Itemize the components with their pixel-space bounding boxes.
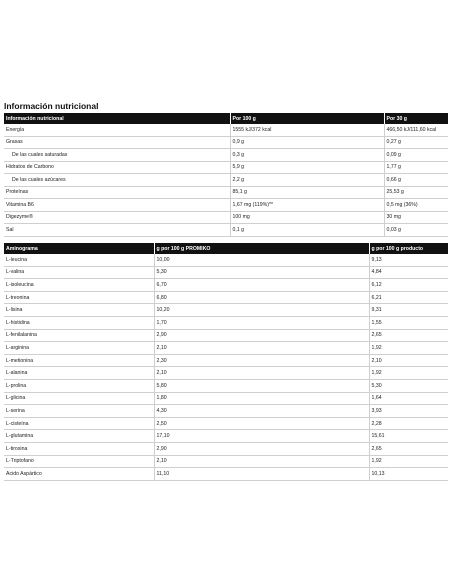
amino-acid-name: L-isoleucina [4, 279, 154, 292]
value-per-100g: 0,3 g [230, 149, 384, 162]
value-per-100g-product: 6,21 [369, 291, 448, 304]
value-per-100g: 0,9 g [230, 136, 384, 149]
nutrient-name: Hidratos de Carbono [4, 161, 230, 174]
nutrition-row [4, 161, 448, 174]
value-per-100g-product: 4,84 [369, 266, 448, 279]
value-per-100g: 0,1 g [230, 224, 384, 237]
value-per-100g-promiko: 2,50 [154, 417, 369, 430]
amino-acid-name: L-histidina [4, 316, 154, 329]
amino-acid-name: Acido Aspártico [4, 468, 154, 481]
value-per-100g-product: 5,30 [369, 379, 448, 392]
value-per-100g-product: 1,92 [369, 367, 448, 380]
aminogram-header-name: Aminograma [4, 243, 154, 254]
nutrient-name: Sal [4, 224, 230, 237]
value-per-100g-promiko: 2,90 [154, 442, 369, 455]
nutrition-row [4, 124, 448, 136]
value-per-100g-product: 2,28 [369, 417, 448, 430]
value-per-30g: 0,27 g [384, 136, 448, 149]
nutrition-row [4, 136, 448, 149]
value-per-100g: 2,2 g [230, 174, 384, 187]
nutrient-name: De las cuales saturadas [4, 149, 230, 162]
nutrition-header-row [4, 113, 448, 124]
value-per-100g: 1555 kJ/372 kcal [230, 124, 384, 136]
aminogram-header-product: g por 100 g producto [369, 243, 448, 254]
aminogram-row [4, 442, 448, 455]
value-per-100g-product: 1,92 [369, 342, 448, 355]
nutrition-row [4, 186, 448, 199]
value-per-100g-promiko: 1,70 [154, 316, 369, 329]
aminogram-row [4, 354, 448, 367]
amino-acid-name: L-prolina [4, 379, 154, 392]
value-per-100g-product: 2,65 [369, 329, 448, 342]
nutrient-name: Grasas [4, 136, 230, 149]
value-per-100g-product: 1,55 [369, 316, 448, 329]
aminogram-row [4, 367, 448, 380]
nutrient-name: Energía [4, 124, 230, 136]
value-per-100g-promiko: 1,80 [154, 392, 369, 405]
value-per-100g-promiko: 4,30 [154, 405, 369, 418]
nutrition-header-name: Información nutricional [4, 113, 230, 124]
value-per-100g-promiko: 10,00 [154, 254, 369, 266]
amino-acid-name: L-serina [4, 405, 154, 418]
amino-acid-name: L-fenilalanina [4, 329, 154, 342]
aminogram-row [4, 342, 448, 355]
nutrition-row [4, 149, 448, 162]
nutrient-name: Digezyme® [4, 211, 230, 224]
value-per-100g-promiko: 10,20 [154, 304, 369, 317]
aminogram-row [4, 468, 448, 481]
value-per-100g-promiko: 6,70 [154, 279, 369, 292]
value-per-100g: 1,67 mg (119%)** [230, 199, 384, 212]
value-per-100g-promiko: 2,90 [154, 329, 369, 342]
aminogram-row [4, 304, 448, 317]
amino-acid-name: L-glicina [4, 392, 154, 405]
value-per-100g-promiko: 17,10 [154, 430, 369, 443]
value-per-100g-promiko: 5,30 [154, 266, 369, 279]
page-title: Información nutricional [4, 101, 99, 111]
value-per-100g-product: 2,10 [369, 354, 448, 367]
amino-acid-name: L-alanina [4, 367, 154, 380]
amino-acid-name: L-metionina [4, 354, 154, 367]
nutrition-header-per30: Por 30 g [384, 113, 448, 124]
value-per-100g-product: 1,64 [369, 392, 448, 405]
amino-acid-name: L-glutamina [4, 430, 154, 443]
aminogram-row [4, 430, 448, 443]
aminogram-row [4, 379, 448, 392]
value-per-100g-product: 15,61 [369, 430, 448, 443]
value-per-100g-product: 9,31 [369, 304, 448, 317]
value-per-100g-product: 10,13 [369, 468, 448, 481]
value-per-30g: 30 mg [384, 211, 448, 224]
amino-acid-name: L-valina [4, 266, 154, 279]
value-per-30g: 1,77 g [384, 161, 448, 174]
value-per-100g-promiko: 2,10 [154, 342, 369, 355]
nutrition-row [4, 211, 448, 224]
aminogram-header-promiko: g por 100 g PROMIKO [154, 243, 369, 254]
value-per-30g: 25,53 g [384, 186, 448, 199]
value-per-30g: 0,5 mg (36%) [384, 199, 448, 212]
aminogram-row [4, 279, 448, 292]
aminogram-row [4, 392, 448, 405]
nutrition-table [4, 113, 448, 237]
value-per-30g: 0,66 g [384, 174, 448, 187]
amino-acid-name: L-treonina [4, 291, 154, 304]
value-per-100g-product: 6,12 [369, 279, 448, 292]
value-per-100g-promiko: 6,80 [154, 291, 369, 304]
amino-acid-name: L-lisina [4, 304, 154, 317]
aminogram-table [4, 243, 448, 481]
value-per-30g: 0,09 g [384, 149, 448, 162]
aminogram-row [4, 266, 448, 279]
value-per-100g-promiko: 5,80 [154, 379, 369, 392]
nutrient-name: De las cuales azúcares [4, 174, 230, 187]
aminogram-row [4, 455, 448, 468]
value-per-100g-product: 3,93 [369, 405, 448, 418]
nutrition-header-per100: Por 100 g [230, 113, 384, 124]
value-per-100g-product: 1,92 [369, 455, 448, 468]
value-per-100g-product: 2,65 [369, 442, 448, 455]
value-per-100g: 100 mg [230, 211, 384, 224]
amino-acid-name: L-tirosina [4, 442, 154, 455]
nutrition-row [4, 174, 448, 187]
nutrition-row [4, 199, 448, 212]
amino-acid-name: L-Triptofano [4, 455, 154, 468]
nutrient-name: Proteínas [4, 186, 230, 199]
aminogram-row [4, 254, 448, 266]
aminogram-row [4, 291, 448, 304]
aminogram-row [4, 405, 448, 418]
value-per-100g-promiko: 2,30 [154, 354, 369, 367]
value-per-100g-product: 9,13 [369, 254, 448, 266]
value-per-100g-promiko: 11,10 [154, 468, 369, 481]
nutrient-name: Vitamina B6 [4, 199, 230, 212]
amino-acid-name: L-leucina [4, 254, 154, 266]
amino-acid-name: L-cisteína [4, 417, 154, 430]
value-per-100g-promiko: 2,10 [154, 455, 369, 468]
amino-acid-name: L-arginina [4, 342, 154, 355]
aminogram-header-row [4, 243, 448, 254]
value-per-100g: 85,1 g [230, 186, 384, 199]
aminogram-row [4, 316, 448, 329]
aminogram-row [4, 417, 448, 430]
value-per-100g-promiko: 2,10 [154, 367, 369, 380]
value-per-30g: 466,50 kJ/111,60 kcal [384, 124, 448, 136]
value-per-30g: 0,03 g [384, 224, 448, 237]
nutrition-row [4, 224, 448, 237]
aminogram-row [4, 329, 448, 342]
value-per-100g: 5,9 g [230, 161, 384, 174]
